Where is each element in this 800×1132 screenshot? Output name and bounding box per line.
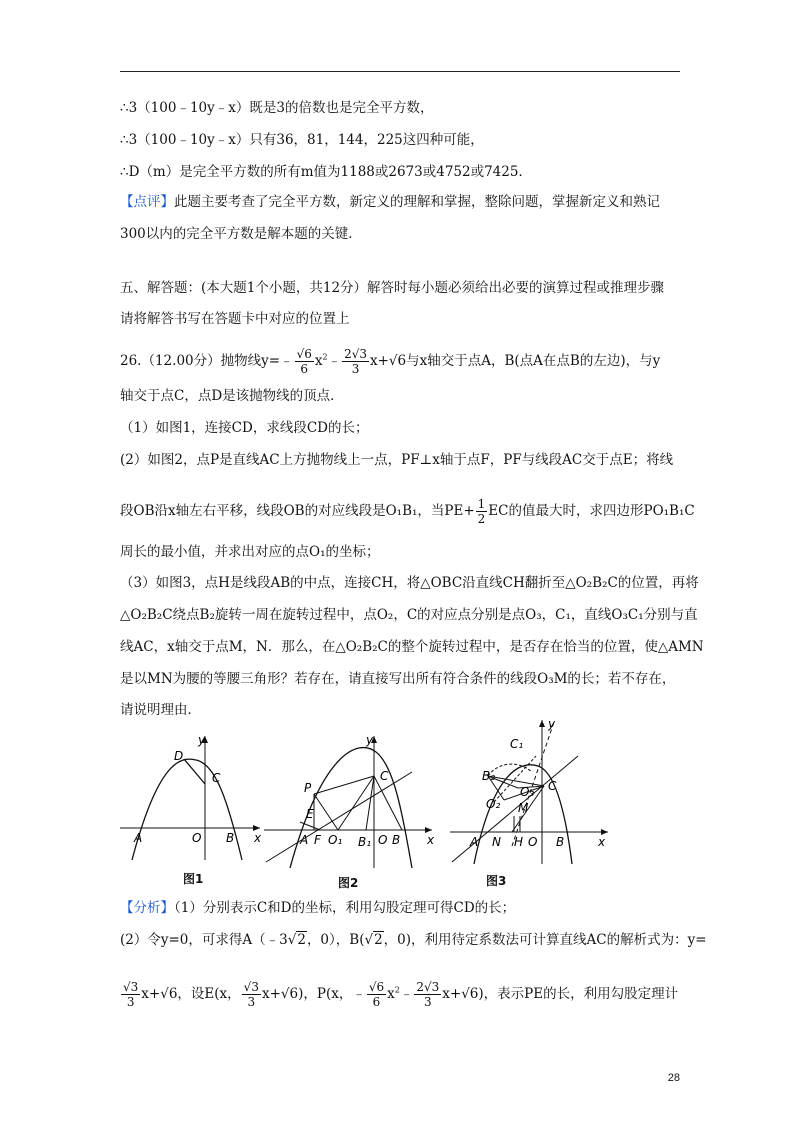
figure-2-caption: 图2 [338,876,359,890]
figure-1 [118,732,263,862]
text-line: ∴3（100﹣10y﹣x）既是3的倍数也是完全平方数， [120,100,434,116]
fraction: $\frac{1}{2}$ [477,497,486,526]
question-26-line: 26.（12.00分）抛物线y=﹣ $\frac{√6}{6}$ $x^2﹣$ $\frac{2√3}{3}$ x+√6与x轴交于点A，B(点A在点B的左边)，与y [120,347,661,376]
section-heading: 五、解答题：(本大题1个小题，共12分）解答时每小题必须给出必要的演算过程或推理步骤 [120,280,665,296]
fraction: $\frac{√6}{6}$ [296,347,312,376]
fig2-label-C: C [380,769,389,783]
fig3-label-M: M [518,801,529,815]
fig1-label-A: A [134,831,143,845]
fig3-label-B: B [556,835,565,849]
fig3-label-H: H [514,835,524,849]
fig1-label-y: y [198,733,206,747]
review-paragraph [120,192,660,212]
figure-1-caption: 图1 [183,872,204,886]
review-text: 此题主要考查了完全平方数，新定义的理解和掌握，整除问题，掌握新定义和熟记 [174,194,660,210]
fig2-label-x: x [427,833,435,847]
fig1-label-x: x [254,831,262,845]
fig2-label-O: O [378,833,388,847]
fig2-label-O1: O₁ [328,833,343,847]
text-line: ∴D（m）是完全平方数的所有m值为1188或2673或4752或7425． [120,164,532,180]
fraction: $\frac{2√3}{3}$ [416,980,440,1009]
figure-3 [448,716,613,866]
review-tag: 【点评】 [120,194,174,210]
fraction: $\frac{√3}{3}$ [123,980,139,1009]
fig2-label-P: P [304,781,312,795]
text-line: △O₂B₂C绕点B₂旋转一周在旋转过程中，点O₂，C的对应点分别是点O₃，C₁，直线O₃C₁分别与直 [120,607,698,623]
analysis-line: 【分析】（1）分别表示C和D的坐标，利用勾股定理可得CD的长； [120,900,516,916]
q26-prefix: 26.（12.00分）抛物线y=﹣ [120,353,294,369]
fraction: $\frac{√3}{3}$ [243,980,259,1009]
text-line: 段OB沿x轴左右平移，线段OB的对应线段是O₁B₁，当PE+ $\frac{1}{2}$ EC的值最大时，求四边形PO₁B₁C [120,497,695,526]
fig3-label-x: x [598,835,606,849]
fig2-label-y: y [366,733,374,747]
fig3-label-C: C [548,779,557,793]
fig3-label-B2: B₂ [482,769,496,783]
fig3-label-N: N [492,835,501,849]
fig3-label-A: A [470,835,479,849]
fig3-label-C1: C₁ [510,737,524,751]
fig3-label-O: O [528,835,538,849]
fig1-label-O: O [192,831,202,845]
fig2-label-E: E [306,807,314,821]
page-number: 28 [667,1072,680,1084]
fig2-label-B: B [392,833,401,847]
fraction: $\frac{2√3}{3}$ [344,347,367,376]
analysis-line: (2）令y=0，可求得A（﹣3√2，0），B(√2，0)，利用待定系数法可计算直线AC的解析式为：y= [120,932,707,948]
text-line: 轴交于点C，点D是该抛物线的顶点． [120,388,344,404]
text-line: ∴3（100﹣10y﹣x）只有36，81，144，225这四种可能， [120,132,484,148]
figure-2 [262,732,437,872]
fig3-label-y: y [548,717,556,731]
fig1-label-D: D [174,749,184,763]
text-line: 周长的最小值，并求出对应的点O₁的坐标； [120,544,380,560]
fig3-label-O2: O₂ [486,797,501,811]
text-line: 是以MN为腰的等腰三角形？若存在，请直接写出所有符合条件的线段O₃M的长；若不存在， [120,671,676,687]
fig3-label-O3: O₃ [520,785,535,799]
analysis-line: $\frac{√3}{3}$ x+√6，设E(x， $\frac{√3}{3}$ x+√6)，P(x，﹣ $\frac{√6}{6}$ $x^2﹣$ $\frac{2√3}{3}$ x+√6)，表示PE的长，利用勾股定理计 [123,980,679,1009]
fig1-label-C: C [212,771,221,785]
figure-3-caption: 图3 [486,874,507,888]
analysis-tag: 【分析】 [120,900,174,916]
text-line: 线AC，x轴交于点M，N．那么，在△O₂B₂C的整个旋转过程中，是否存在恰当的位置，使△AMN [120,639,704,655]
section-heading: 请将解答书写在答题卡中对应的位置上 [120,311,350,327]
header-rule [120,71,680,72]
text-line: （1）如图1，连接CD，求线段CD的长； [120,420,369,436]
fig2-label-B1: B₁ [358,835,372,849]
text-line: 300以内的完全平方数是解本题的关键． [120,226,362,242]
fraction: $\frac{√6}{6}$ [368,980,385,1009]
text-line: (2）如图2，点P是直线AC上方抛物线上一点，PF⊥x轴于点F，PF与线段AC交于点E；将线 [120,452,674,468]
text-line: 请说明理由． [120,702,201,718]
fig2-label-A: A [300,833,309,847]
text-line: （3）如图3，点H是线段AB的中点，连接CH，将△OBC沿直线CH翻折至△O₂B₂C的位置，再将 [120,575,699,591]
fig2-label-F: F [314,833,321,847]
fig1-label-B: B [226,831,235,845]
